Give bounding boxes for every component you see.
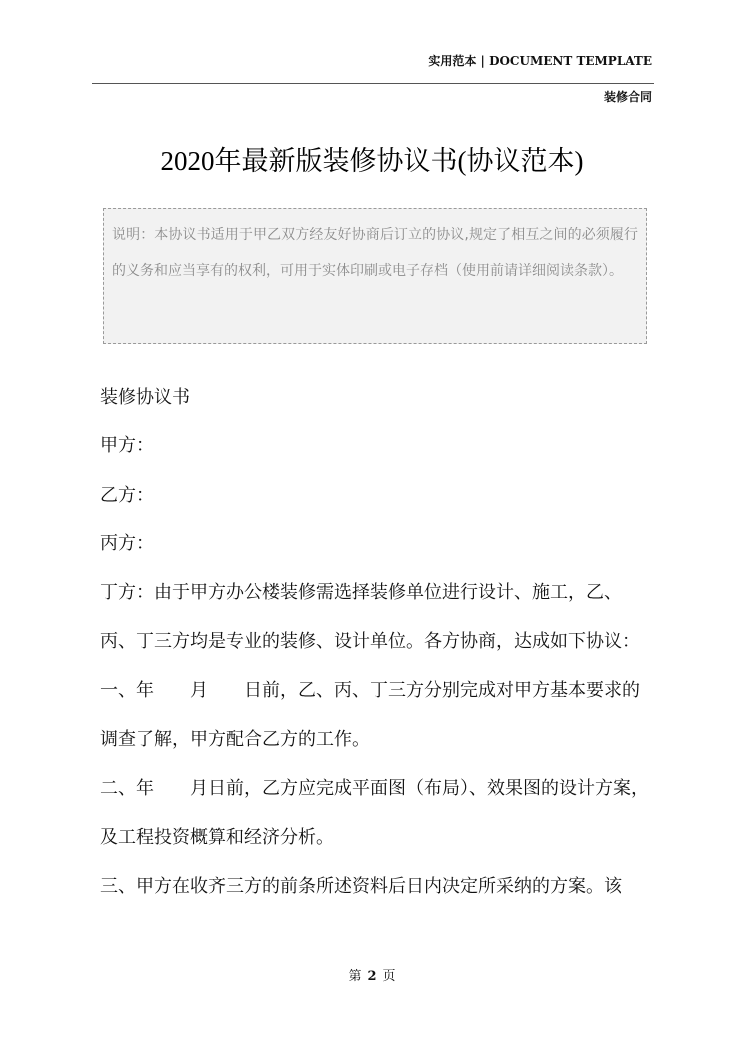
header-divider [92, 83, 654, 84]
body-line-party-b: 乙方： [100, 485, 154, 506]
page-number: 2 [367, 969, 377, 984]
body-line-party-a: 甲方： [100, 435, 154, 456]
body-line-heading: 装修协议书 [100, 387, 190, 408]
body-line-clause-2: 二、年 月日前，乙方应完成平面图（布局）、效果图的设计方案， [100, 778, 649, 799]
header-subtitle: 装修合同 [603, 90, 652, 104]
header-title: 实用范本 | DOCUMENT TEMPLATE [428, 54, 652, 68]
body-line-clause-3: 三、甲方在收齐三方的前条所述资料后日内决定所采纳的方案。该 [100, 876, 622, 897]
footer-prefix: 第 [348, 969, 362, 984]
body-line-party-c: 丙方： [100, 533, 154, 554]
document-title: 2020年最新版装修协议书(协议范本) [160, 146, 584, 176]
body-line-clause-1: 一、年 月 日前，乙、丙、丁三方分别完成对甲方基本要求的 [100, 680, 640, 701]
body-line: 调查了解，甲方配合乙方的工作。 [100, 729, 370, 750]
body-line: 丙、丁三方均是专业的装修、设计单位。各方协商，达成如下协议： [100, 631, 640, 652]
body-line-party-d: 丁方：由于甲方办公楼装修需选择装修单位进行设计、施工，乙、 [100, 582, 622, 603]
body-line: 及工程投资概算和经济分析。 [100, 827, 334, 848]
footer-suffix: 页 [382, 969, 396, 984]
note-text: 说明：本协议书适用于甲乙双方经友好协商后订立的协议,规定了相互之间的必须履行的义务和应当享有的权利，可用于实体印刷或电子存档（使用前请详细阅读条款）。 [112, 227, 638, 279]
note-box [103, 208, 647, 344]
page-footer [0, 965, 744, 984]
